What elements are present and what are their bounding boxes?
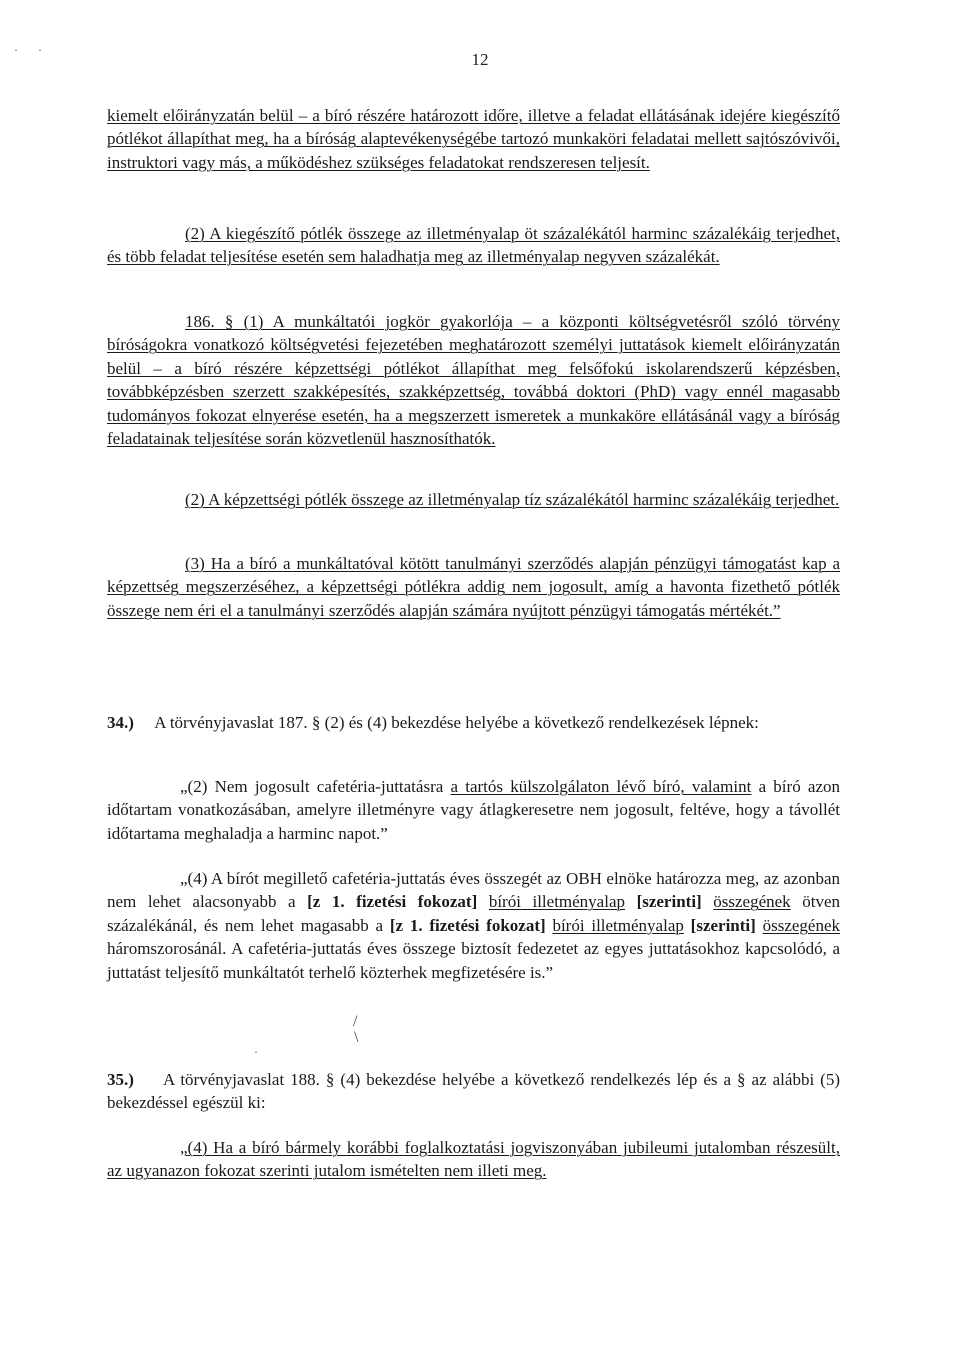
paragraph-186-2 (107, 488, 840, 511)
scan-speck: · (254, 1045, 258, 1059)
paragraph-text: (2) A képzettségi pótlék összege az illetményalap tíz százalékától harminc százalékáig terjedhet. (185, 490, 840, 509)
amendment-heading (107, 711, 840, 734)
paragraph-continuation (107, 104, 840, 174)
amendment-35-quote-1 (107, 1136, 840, 1183)
paragraph-186-1 (107, 310, 840, 450)
amendment-number: 34.) (107, 713, 134, 732)
deleted-text: [z 1. fizetési fokozat] (307, 892, 478, 912)
paragraph-text: 186. § (1) A munkáltatói jogkör gyakorlója – a központi költségvetésről szóló törvény bíróságokra vonatkozó költségvetési fejezetében meghatározott személyi juttatások kiemelt előirányzatán belül – a bíró részére képzettségi pótlékot állapíthat meg felsőfokú iskolarendszerű képzésben, továbbképzésben szerzett szakképesítés, szakképzettség, továbbá doktori (PhD) vagy ennél magasabb tudományos fokozat elnyerése esetén, ha a megszerzett ismeretek a munkaköre ellátásánál vagy a bíróság feladatainak teljesítése során közvetlenül hasznosíthatók. (107, 312, 840, 449)
scan-speck: \ (354, 1029, 359, 1046)
inserted-text: összegének (713, 892, 791, 912)
amendment-intro: A törvényjavaslat 188. § (4) bekezdése helyébe a következő rendelkezés lép és a § az alábbi (5) bekezdéssel egészül ki: (107, 1070, 840, 1113)
amendment-34-quote-2 (107, 867, 840, 984)
amendment-34-quote-1 (107, 775, 840, 845)
scan-speck: · (14, 43, 18, 57)
scan-speck: / (353, 1013, 358, 1030)
paragraph-185-2 (107, 222, 840, 269)
paragraph-text: (2) A kiegészítő pótlék összege az illetményalap öt százalékától harminc százalékáig terjedhet, és több feladat teljesítése esetén sem haladhatja meg az illetményalap negyven százalékát. (107, 224, 840, 267)
paragraph-186-3 (107, 552, 840, 622)
deleted-text: [szerinti] (636, 892, 702, 912)
deleted-text: [szerinti] (690, 915, 756, 935)
amendment-34 (107, 711, 840, 734)
page-number: 12 (471, 50, 489, 69)
amendment-number: 35.) (107, 1070, 134, 1089)
paragraph-text: (3) Ha a bíró a munkáltatóval kötött tanulmányi szerződés alapján pénzügyi támogatást kap a képzettség megszerzéséhez, a képzettségi pótlékra addig nem jogosult, amíg a havonta fizethető pótlék összege nem éri el a tanulmányi szerződés alapján számára nyújtott pénzügyi támogatás mértékét.” (107, 554, 840, 620)
inserted-text: bírói illetményalap (488, 892, 625, 912)
amendment-heading (107, 1068, 840, 1115)
inserted-text: a tartós külszolgálaton lévő bíró, valamint (450, 777, 752, 796)
paragraph-text: kiemelt előirányzatán belül – a bíró részére határozott időre, illetve a feladat ellátásának idejére kiegészítő pótlékot állapíthat meg, ha a bíróság alaptevékenységébe tartozó munkaköri feladatai mellett sajtószóvivői, instruktori vagy más, a működéshez szükséges feladatokat rendszeresen teljesít. (107, 106, 840, 172)
deleted-text: [z 1. fizetési fokozat] (389, 915, 546, 935)
amendment-intro: A törvényjavaslat 187. § (2) és (4) bekezdése helyébe a következő rendelkezések lépnek: (154, 713, 759, 732)
amendment-35 (107, 1068, 840, 1115)
quote-text: „(2) Nem jogosult cafetéria-juttatásra a tartós külszolgálaton lévő bíró, valamint a bíró azon időtartam vonatkozásában, amelyre illetményre vagy átlagkeresetre nem jogosult, feltéve, hogy a távollét időtartama meghaladja a harminc napot.” (107, 777, 840, 843)
inserted-text: összegének (762, 915, 841, 935)
quote-text: „(4) A bírót megillető cafetéria-juttatás éves összegét az OBH elnöke határozza meg, az azonban nem lehet alacsonyabb a [z 1. fizetési fokozat] bírói illetményalap [szerinti] összegének ötven százalékánál, és nem lehet magasabb a [z 1. fizetési fokozat] bírói illetményalap [szerinti] összegének háromszorosánál. A cafetéria-juttatás éves összege biztosít fedezetet az egyes juttatásokhoz kapcsolódó, a juttatást teljesítő munkáltatót terhelő közterhek megfizetésére is.” (107, 869, 841, 982)
inserted-text: bírói illetményalap (552, 915, 684, 935)
scan-speck: · (38, 43, 42, 57)
quote-text: „(4) Ha a bíró bármely korábbi foglalkoztatási jogviszonyában jubileumi jutalomban részesült, az ugyanazon fokozat szerinti jutalom ismételten nem illeti meg. (107, 1138, 840, 1181)
